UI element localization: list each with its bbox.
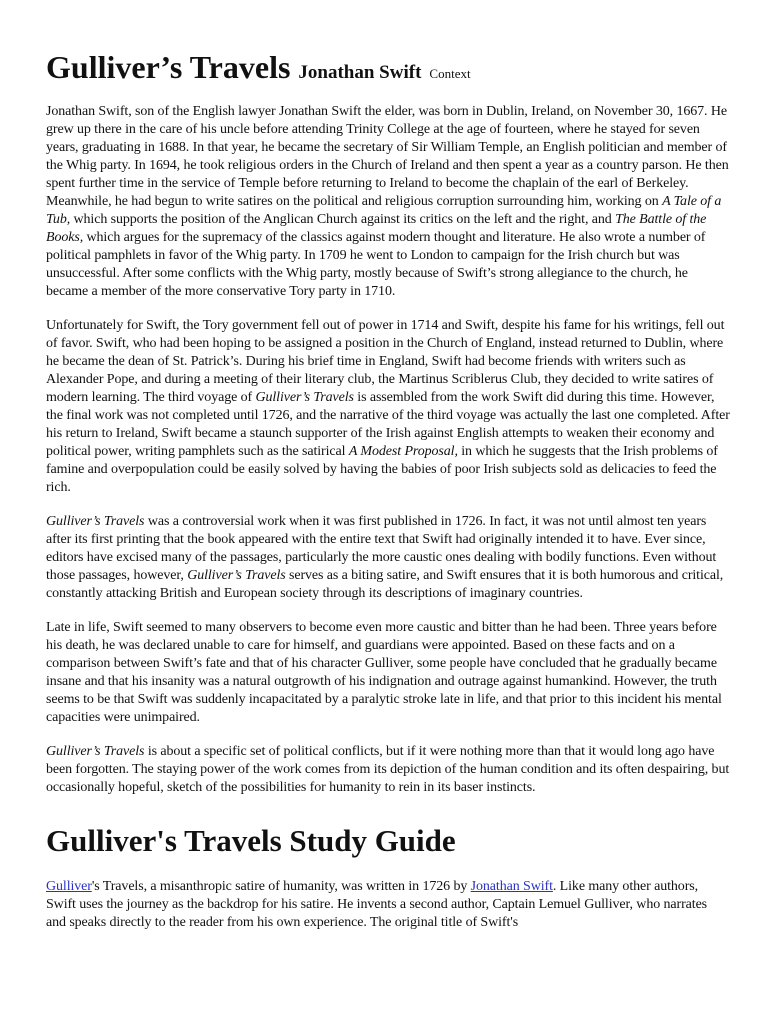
italic-title: A Tale of a Tub,: [46, 194, 722, 228]
text-run: serves as a biting satire, and Swift ensures that it is both humorous and critical, constantly attacking British and European society through its descriptions of imaginary countries.: [46, 568, 724, 602]
italic-title: A Modest Proposal,: [348, 444, 458, 460]
text-run: is assembled from the work Swift did during this time. However, the final work was not completed until 1726, and the narrative of the third voyage was actually the last one completed. After his return to Ireland, Swift became a staunch supporter of the Irish against English attempts to weaken their economy and political power, writing pamphlets such as the satirical: [46, 390, 730, 460]
jonathan-swift-link[interactable]: Jonathan Swift: [470, 879, 553, 895]
text-run: which argues for the supremacy of the classics against modern thought and literature. He also wrote a number of political pamphlets in favor of the Whig party. In 1709 he went to London to campaign for the Irish church but was unsuccessful. After some conflicts with the Whig party, mostly because of Swift’s strong allegiance to the church, he became a member of the more conservative Tory party in 1710.: [46, 230, 706, 300]
paragraph-legacy: [46, 743, 730, 797]
document-title: [46, 50, 730, 85]
text-run: . Like many other authors, Swift uses the journey as the backdrop for his satire. He invents a second author, Captain Lemuel Gulliver, who narrates and speaks directly to the reader from his own experience. The original title of Swift's: [46, 879, 708, 931]
study-guide-heading: Gulliver's Travels Study Guide: [46, 823, 456, 859]
paragraph-late-life: Late in life, Swift seemed to many observers to become even more caustic and bitter than he had been. Three years before his death, he was declared unable to care for himself, and guardians were appointed. Based on these facts and on a comparison between Swift’s fate and that of his character Gulliver, some people have concluded that he gradually became insane and that his insanity was a natural outgrowth of his indignation and outrage against humankind. However, the truth seems to be that Swift was suddenly incapacitated by a paralytic stroke late in life, and that prior to this incident his mental capacities were unimpaired.: [46, 620, 722, 726]
italic-title: Gulliver’s Travels: [255, 390, 354, 406]
text-run: which supports the position of the Anglican Church against its critics on the left and the right, and: [70, 212, 616, 228]
text-run: Unfortunately for Swift, the Tory government fell out of power in 1714 and Swift, despite his fame for his writings, fell out of favor. Swift, who had been hoping to be assigned a position in the Church of England, instead returned to Dublin, where he became the dean of St. Patrick’s. During his brief time in England, Swift had become friends with writers such as Alexander Pope, and during a meeting of their literary club, the Martinus Scriblerus Club, they decided to write satires of modern learning. The third voyage of: [46, 318, 725, 406]
text-run: in which he suggests that the Irish problems of famine and overpopulation could be easily solved by having the babies of poor Irish subjects sold as delicacies to feed the rich.: [46, 444, 718, 496]
paragraph-study-guide: [46, 878, 730, 932]
book-title: Gulliver’s Travels: [46, 49, 291, 85]
context-label: Context: [429, 66, 471, 81]
italic-title: The Battle of the Books,: [46, 212, 707, 246]
text-run: is about a specific set of political conflicts, but if it were nothing more than that it would long ago have been forgotten. The staying power of the work comes from its depiction of the human condition and its often despairing, but occasionally hopeful, sketch of the possibilities for humanity to rein in its baser instincts.: [46, 744, 730, 796]
author-name: Jonathan Swift: [298, 62, 422, 83]
text-run: Jonathan Swift, son of the English lawyer Jonathan Swift the elder, was born in Dublin, Ireland, on November 30, 1667. He grew up there in the care of his uncle before attending Trinity College at the age of fourteen, where he stayed for seven years, graduating in 1688. In that year, he became the secretary of Sir William Temple, an English politician and member of the Whig party. In 1694, he took religious orders in the Church of Ireland and then spent a year as a country parson. He then spent further time in the service of Temple before returning to Ireland to become the chaplain of the earl of Berkeley. Meanwhile, he had begun to write satires on the political and religious corruption surrounding him, working on: [46, 104, 729, 210]
gulliver-link[interactable]: Gulliver: [46, 879, 92, 895]
italic-title: Gulliver’s Travels: [187, 568, 286, 584]
paragraph-publication: [46, 513, 730, 603]
italic-title: Gulliver’s Travels: [46, 514, 145, 530]
italic-title: Gulliver’s Travels: [46, 744, 145, 760]
text-run: 's Travels, a misanthropic satire of humanity, was written in 1726 by: [91, 879, 471, 895]
text-run: was a controversial work when it was first published in 1726. In fact, it was not until almost ten years after its first printing that the book appeared with the entire text that Swift had originally intended it to have. Ever since, editors have excised many of the passages, particularly the more caustic ones dealing with bodily functions. Even without those passages, however,: [46, 514, 717, 584]
paragraph-biography: [46, 103, 730, 301]
paragraph-tory-years: [46, 317, 730, 497]
